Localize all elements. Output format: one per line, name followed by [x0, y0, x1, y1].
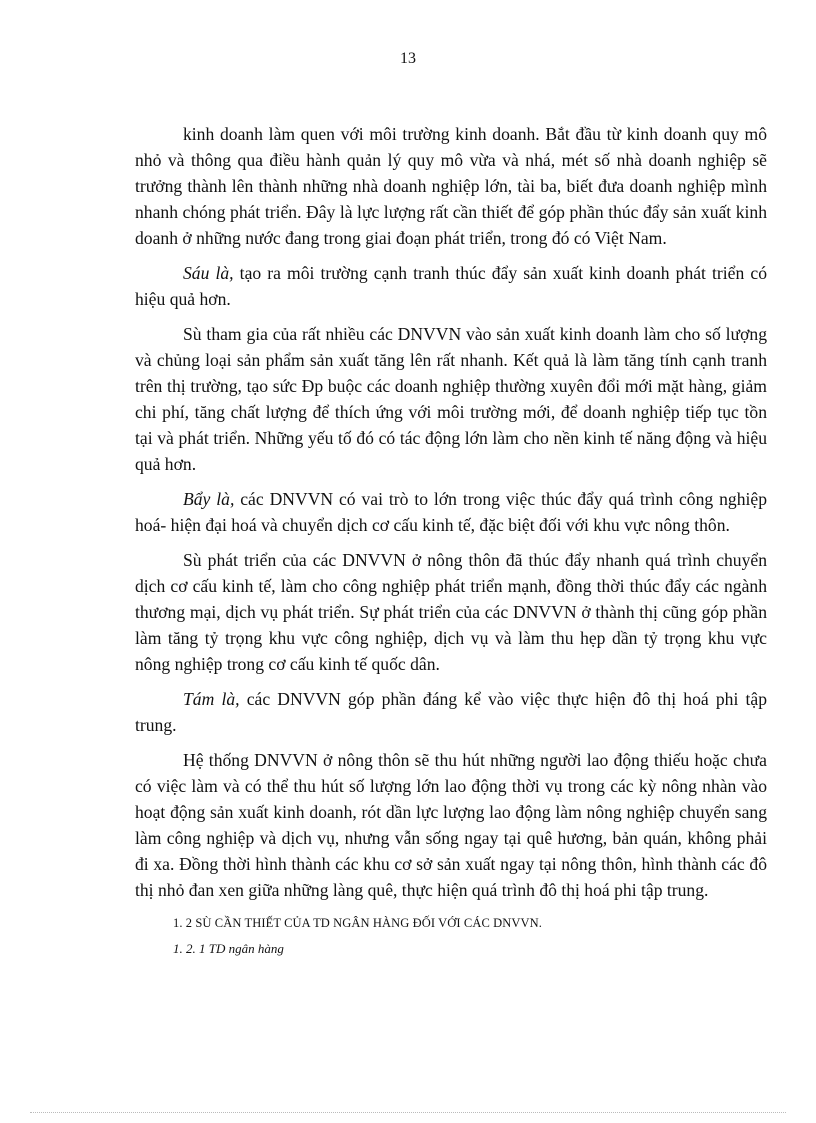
- paragraph-text: Sù tham gia của rất nhiều các DNVVN vào sản xuất kinh doanh làm cho số lượng và chủng loại sản phẩm sản xuất tăng lên rất nhanh. Kết quả là làm tăng tính cạnh tranh trên thị trường, tạo sức Ðp buộc các doanh nghiệp thường xuyên đổi mới mặt hàng, giảm chi phí, tăng chất lượng để thích ứng với môi trường mới, để doanh nghiệp tiếp tục tồn tại và phát triển. Những yếu tố đó có tác động lớn làm cho nền kinh tế năng động và hiệu quả hơn.: [135, 324, 767, 474]
- paragraph-7: [135, 747, 767, 903]
- paragraph-text: kinh doanh làm quen với môi trường kinh doanh. Bắt đầu từ kinh doanh quy mô nhỏ và thông qua điều hành quản lý quy mô vừa và nhá, mét số nhà doanh nghiệp sẽ trưởng thành lên thành những nhà doanh nghiệp lớn, tài ba, biết đưa doanh nghiệp mình nhanh chóng phát triển. Đây là lực lượng rất cần thiết để góp phần thúc đẩy sản xuất kinh doanh ở những nước đang trong giai đoạn phát triển, trong đó có Việt Nam.: [135, 124, 767, 248]
- paragraph-lead-bay-la: Bẩy là,: [183, 489, 235, 509]
- paragraph-2: [135, 260, 767, 312]
- paragraph-text: tạo ra môi trường cạnh tranh thúc đẩy sản xuất kinh doanh phát triển có hiệu quả hơn.: [135, 263, 767, 309]
- document-body: [135, 121, 767, 960]
- paragraph-text: các DNVVN có vai trò to lớn trong việc thúc đẩy quá trình công nghiệp hoá- hiện đại hoá và chuyển dịch cơ cấu kinh tế, đặc biệt đối với khu vực nông thôn.: [135, 489, 767, 535]
- paragraph-6: [135, 686, 767, 738]
- section-subheading: 1. 2. 1 TD ngân hàng: [173, 941, 284, 956]
- page-number: 13: [400, 50, 416, 67]
- paragraph-lead-tam-la: Tám là,: [183, 689, 240, 709]
- paragraph-5: [135, 547, 767, 677]
- paragraph-4: [135, 486, 767, 538]
- footer-divider: [30, 1112, 786, 1113]
- paragraph-text: các DNVVN góp phần đáng kể vào việc thực hiện đô thị hoá phi tập trung.: [135, 689, 767, 735]
- paragraph-text: Sù phát triển của các DNVVN ở nông thôn đã thúc đẩy nhanh quá trình chuyển dịch cơ cấu kinh tế, làm cho công nghiệp phát triển mạnh, đồng thời thúc đẩy các ngành thương mại, dịch vụ phát triển. Sự phát triển của các DNVVN ở thành thị cũng góp phần làm tăng tỷ trọng khu vực công nghiệp, dịch vụ và làm thu hẹp dần tỷ trọng khu vực nông nghiệp trong cơ cấu kinh tế quốc dân.: [135, 550, 767, 674]
- paragraph-1: [135, 121, 767, 251]
- section-heading: 1. 2 SÙ CẦN THIẾT CỦA TD NGÂN HÀNG ĐỐI VỚI CÁC DNVVN.: [173, 916, 542, 930]
- paragraph-lead-sau-la: Sáu là,: [183, 263, 234, 283]
- paragraph-3: [135, 321, 767, 477]
- paragraph-text: Hệ thống DNVVN ở nông thôn sẽ thu hút những người lao động thiếu hoặc chưa có việc làm và có thể thu hút số lượng lớn lao động thời vụ trong các kỳ nông nhàn vào hoạt động sản xuất kinh doanh, rót dần lực lượng lao động làm nông nghiệp chuyển sang làm công nghiệp và dịch vụ, nhưng vẫn sống ngay tại quê hương, bản quán, không phải đi xa. Đồng thời hình thành các khu cơ sở sản xuất ngay tại nông thôn, hình thành các đô thị nhỏ đan xen giữa những làng quê, thực hiện quá trình đô thị hoá phi tập trung.: [135, 750, 767, 900]
